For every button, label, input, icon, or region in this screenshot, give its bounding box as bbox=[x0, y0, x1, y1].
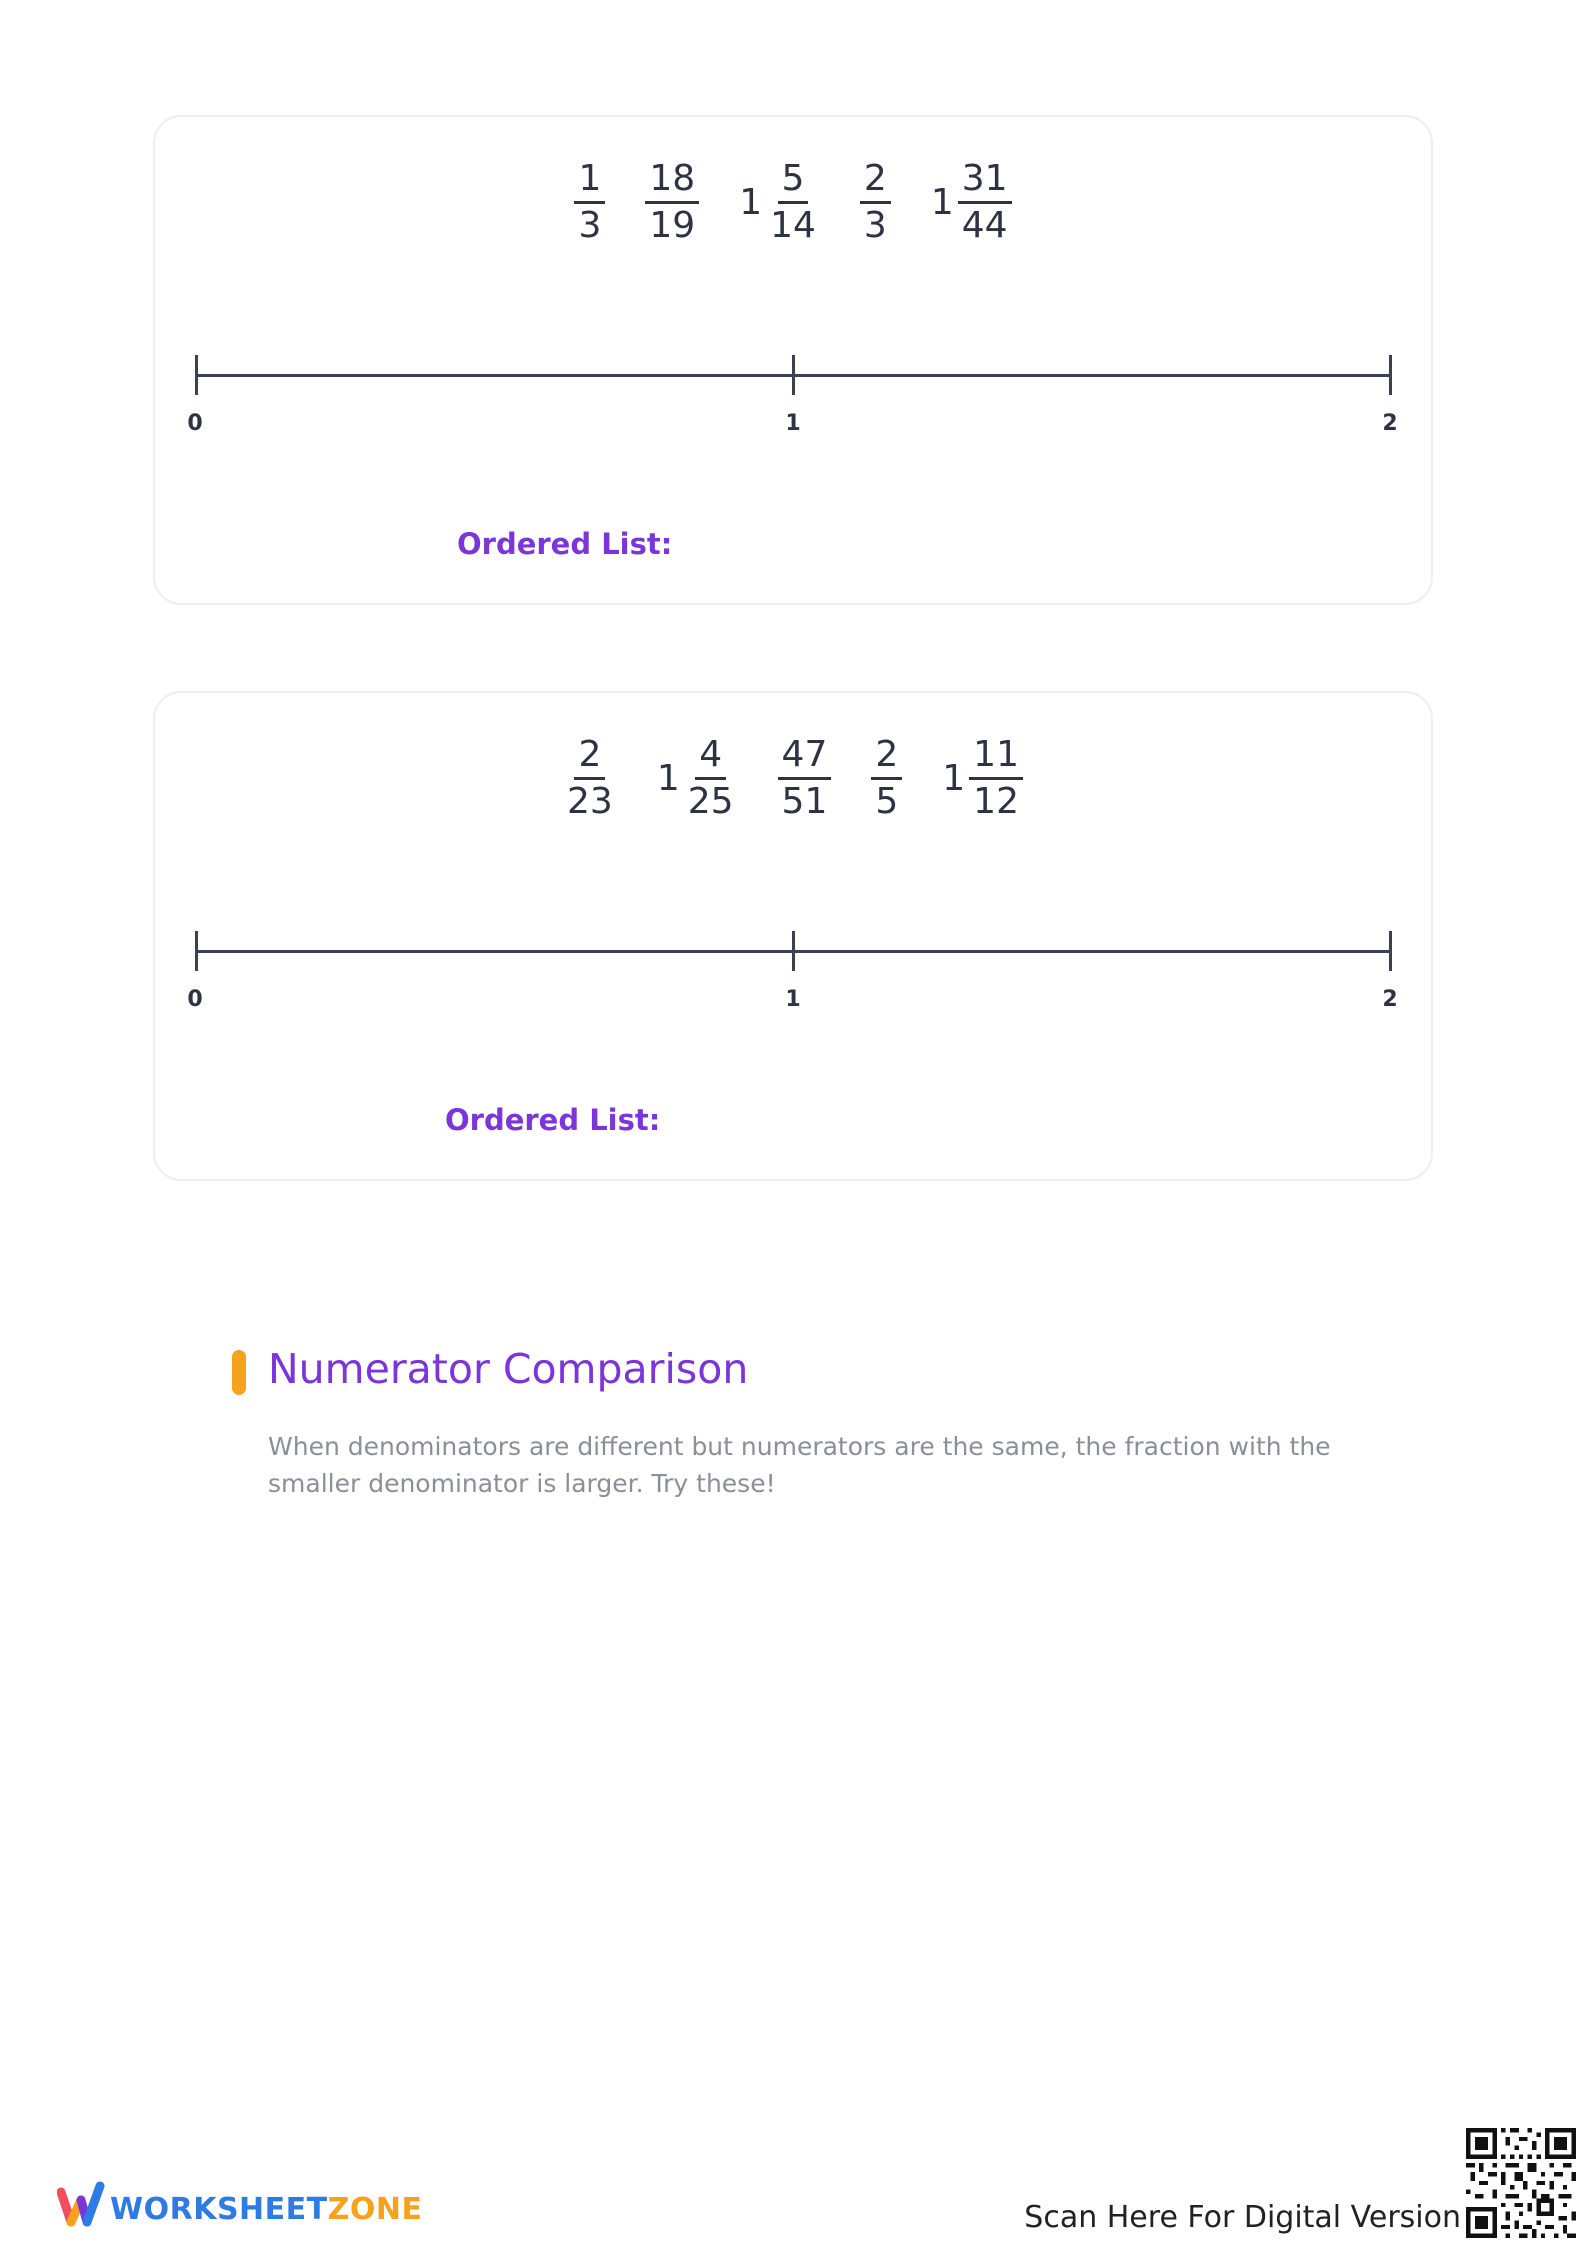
numerator: 1 bbox=[574, 161, 605, 204]
fraction-item bbox=[930, 158, 1012, 246]
fraction bbox=[645, 158, 699, 246]
brand-part-worksheet: WORKSHEET bbox=[110, 2192, 328, 2227]
number-line-tick bbox=[792, 931, 795, 971]
section-title: Numerator Comparison bbox=[268, 1345, 749, 1393]
scan-instruction: Scan Here For Digital Version bbox=[1024, 2200, 1461, 2235]
denominator: 14 bbox=[770, 205, 816, 246]
brand-name bbox=[110, 2192, 422, 2227]
numerator: 18 bbox=[645, 161, 699, 204]
exercise-card-2 bbox=[153, 691, 1433, 1181]
numerator: 31 bbox=[958, 161, 1012, 204]
qr-code-icon[interactable] bbox=[1466, 2128, 1576, 2238]
exercise-card-1 bbox=[153, 115, 1433, 605]
denominator: 5 bbox=[875, 781, 899, 822]
numerator: 4 bbox=[695, 737, 726, 780]
fraction-item bbox=[563, 734, 617, 822]
number-line-label: 2 bbox=[1382, 987, 1398, 1012]
denominator: 3 bbox=[578, 205, 602, 246]
fraction-item bbox=[942, 734, 1023, 822]
number-line bbox=[187, 931, 1398, 1012]
number-line-tick bbox=[1389, 931, 1392, 971]
fraction-list bbox=[155, 158, 1431, 246]
whole-number: 1 bbox=[942, 757, 966, 799]
fraction bbox=[958, 158, 1012, 246]
fraction-item bbox=[656, 734, 738, 822]
whole-number: 1 bbox=[930, 181, 954, 223]
fraction bbox=[871, 734, 902, 822]
denominator: 3 bbox=[863, 205, 887, 246]
worksheetzone-logo-icon bbox=[57, 2178, 105, 2233]
ordered-list-label: Ordered List: bbox=[457, 527, 673, 561]
fraction-list bbox=[155, 734, 1431, 822]
fraction bbox=[563, 734, 617, 822]
fraction bbox=[860, 158, 891, 246]
fraction bbox=[969, 734, 1023, 822]
fraction-item bbox=[871, 734, 902, 822]
fraction-item bbox=[778, 734, 832, 822]
number-line-label: 2 bbox=[1382, 411, 1398, 436]
number-line-tick bbox=[792, 355, 795, 395]
denominator: 19 bbox=[649, 205, 696, 246]
fraction-item bbox=[860, 158, 891, 246]
numerator: 47 bbox=[778, 737, 832, 780]
numerator: 2 bbox=[860, 161, 891, 204]
brand-part-zone: ZONE bbox=[327, 2192, 423, 2227]
numerator: 11 bbox=[969, 737, 1023, 780]
number-line-tick bbox=[1389, 355, 1392, 395]
whole-number: 1 bbox=[739, 181, 763, 223]
fraction-item bbox=[645, 158, 699, 246]
fraction-item bbox=[739, 158, 820, 246]
number-line-label: 1 bbox=[785, 987, 801, 1012]
fraction-item bbox=[574, 158, 605, 246]
fraction bbox=[766, 158, 820, 246]
whole-number: 1 bbox=[656, 757, 680, 799]
number-line-label: 1 bbox=[785, 411, 801, 436]
number-line-label: 0 bbox=[187, 411, 203, 436]
number-line-label: 0 bbox=[187, 987, 203, 1012]
fraction bbox=[778, 734, 832, 822]
ordered-list-label: Ordered List: bbox=[445, 1103, 661, 1137]
numerator: 2 bbox=[574, 737, 605, 780]
denominator: 44 bbox=[961, 205, 1008, 246]
number-line-tick bbox=[195, 355, 198, 395]
number-line bbox=[187, 355, 1398, 436]
numerator: 2 bbox=[871, 737, 902, 780]
denominator: 25 bbox=[687, 781, 734, 822]
fraction bbox=[684, 734, 738, 822]
section-accent-bar bbox=[232, 1350, 246, 1395]
fraction bbox=[574, 158, 605, 246]
denominator: 51 bbox=[781, 781, 828, 822]
number-line-tick bbox=[195, 931, 198, 971]
numerator: 5 bbox=[778, 161, 809, 204]
denominator: 12 bbox=[973, 781, 1019, 822]
section-description: When denominators are different but numerators are the same, the fraction with the smaller denominator is larger. Try these! bbox=[268, 1432, 1331, 1498]
denominator: 23 bbox=[567, 781, 613, 822]
